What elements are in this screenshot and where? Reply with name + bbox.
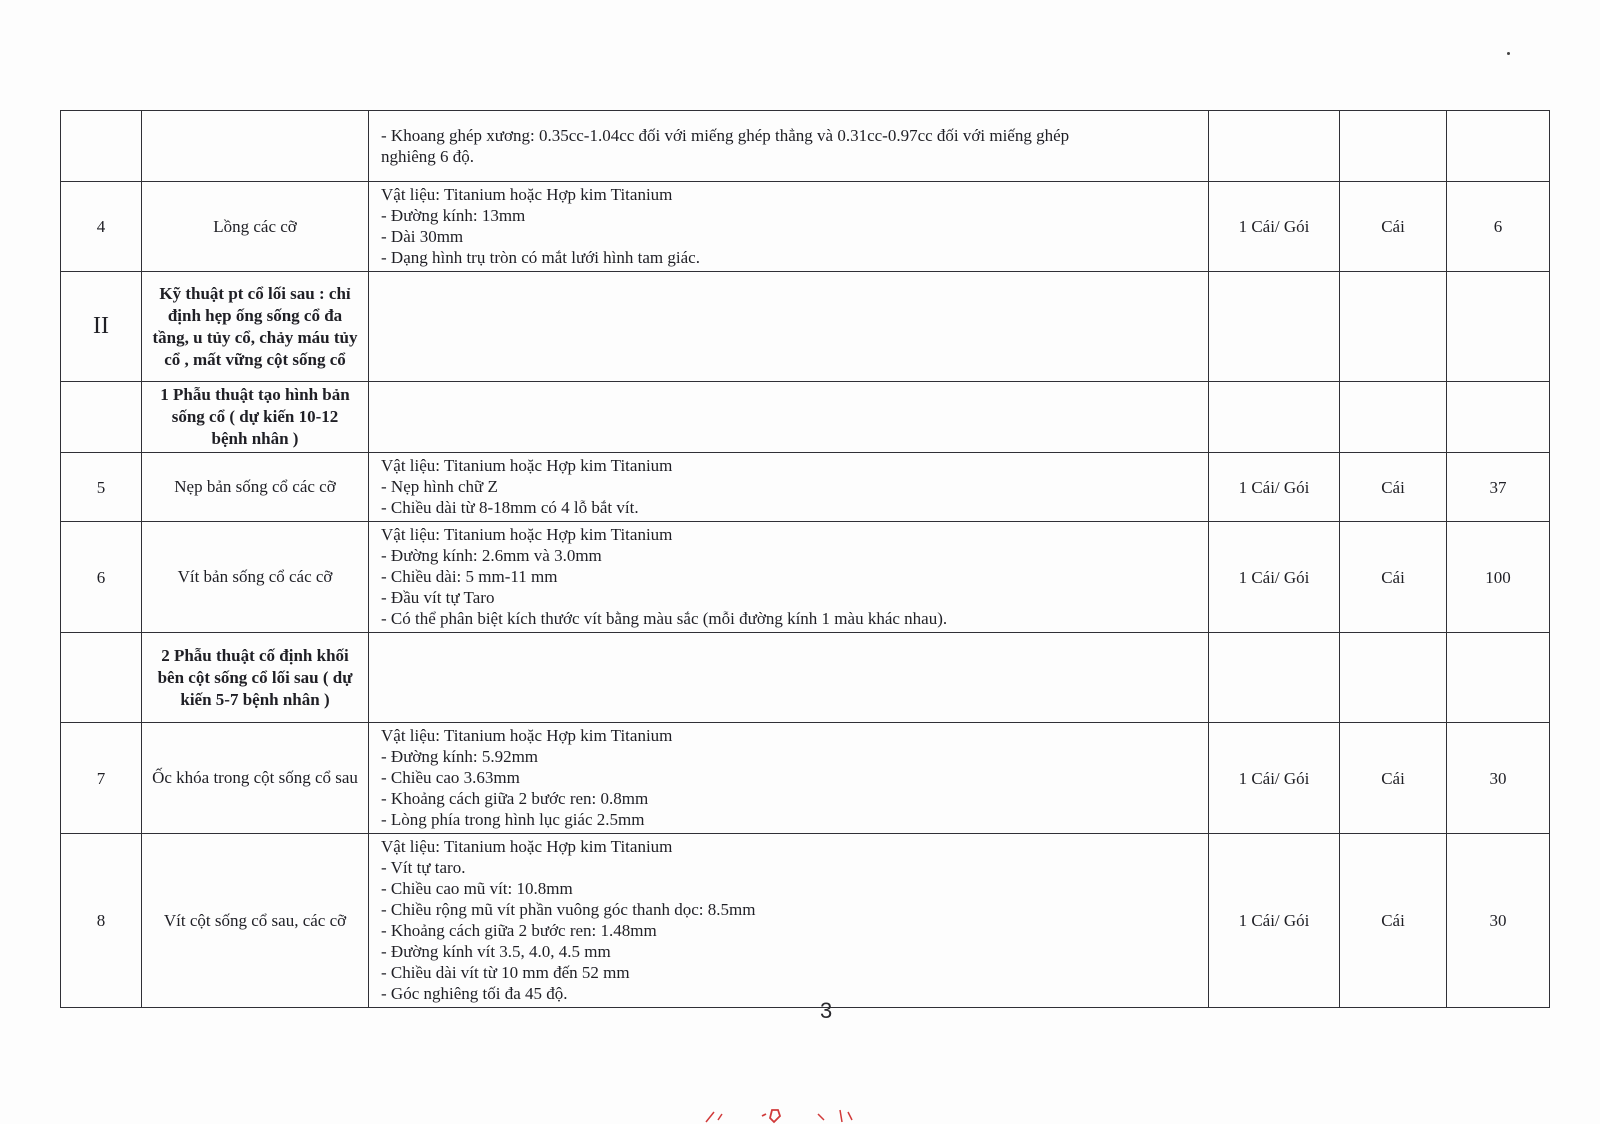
packaging-cell: 1 Cái/ Gói (1209, 182, 1340, 272)
quantity-cell: 100 (1447, 522, 1550, 633)
spec-line: - Chiều cao mũ vít: 10.8mm (381, 879, 573, 898)
spec-line: - Chiều rộng mũ vít phần vuông góc thanh dọc: 8.5mm (381, 900, 756, 919)
table-row (61, 453, 1550, 522)
spec-line: - Góc nghiêng tối đa 45 độ. (381, 984, 568, 1003)
scan-speck (1507, 52, 1510, 55)
row-number: 5 (61, 453, 142, 522)
item-name (142, 453, 369, 522)
unit-cell (1340, 633, 1447, 723)
table-row (61, 182, 1550, 272)
quantity-cell (1447, 382, 1550, 453)
subsection-title-text: 2 Phẫu thuật cố định khối bên cột sống cổ lối sau ( dự kiến 5-7 bệnh nhân ) (157, 645, 353, 709)
quantity-cell: 30 (1447, 834, 1550, 1008)
unit-cell (1340, 382, 1447, 453)
unit-cell: Cái (1340, 182, 1447, 272)
spec-line: - Lòng phía trong hình lục giác 2.5mm (381, 810, 645, 829)
spec-line: - Chiều dài vít từ 10 mm đến 52 mm (381, 963, 630, 982)
unit-cell: Cái (1340, 522, 1447, 633)
packaging-cell (1209, 111, 1340, 182)
spec-line: Vật liệu: Titanium hoặc Hợp kim Titanium (381, 726, 673, 745)
spec-line: Vật liệu: Titanium hoặc Hợp kim Titanium (381, 837, 673, 856)
unit-cell (1340, 272, 1447, 382)
spec-line: - Đường kính vít 3.5, 4.0, 4.5 mm (381, 942, 611, 961)
subsection-title (142, 633, 369, 723)
row-number (61, 633, 142, 723)
packaging-cell: 1 Cái/ Gói (1209, 834, 1340, 1008)
spec-line: - Đường kính: 5.92mm (381, 747, 539, 766)
subsection-title-text: 1 Phẫu thuật tạo hình bản sống cổ ( dự kiến 10-12 bệnh nhân ) (160, 385, 350, 448)
spec-line: - Vít tự taro. (381, 858, 466, 877)
unit-cell: Cái (1340, 723, 1447, 834)
quantity-cell: 37 (1447, 453, 1550, 522)
item-name (142, 182, 369, 272)
item-specification (369, 633, 1209, 723)
spec-line: - Chiều dài từ 8-18mm có 4 lỗ bắt vít. (381, 498, 639, 517)
item-name (142, 111, 369, 182)
item-name (142, 522, 369, 633)
spec-line: nghiêng 6 độ. (381, 146, 475, 166)
item-name-text: Nẹp bản sống cổ các cỡ (174, 477, 336, 496)
row-number (61, 382, 142, 453)
table-row (61, 834, 1550, 1008)
packaging-cell (1209, 272, 1340, 382)
spec-line: - Đường kính: 2.6mm và 3.0mm (381, 546, 602, 565)
subsection-row (61, 382, 1550, 453)
spec-line: - Có thể phân biệt kích thước vít bằng màu sắc (mỗi đường kính 1 màu khác nhau). (381, 609, 948, 628)
spec-line: - Khoang ghép xương: 0.35cc-1.04cc đối với miếng ghép thẳng và 0.31cc-0.97cc đối với miếng ghép (381, 125, 1070, 145)
quantity-cell (1447, 633, 1550, 723)
item-specification (369, 723, 1209, 834)
section-row (61, 272, 1550, 382)
item-name-text: Vít cột sống cổ sau, các cỡ (163, 910, 347, 930)
subsection-row (61, 633, 1550, 723)
item-name-text: Ốc khóa trong cột sống cổ sau (152, 768, 358, 787)
row-number: 4 (61, 182, 142, 272)
spec-line: - Dạng hình trụ tròn có mắt lưới hình tam giác. (381, 248, 700, 267)
row-number: 7 (61, 723, 142, 834)
spec-line: Vật liệu: Titanium hoặc Hợp kim Titanium (381, 456, 673, 475)
unit-cell (1340, 111, 1447, 182)
item-specification (369, 111, 1209, 182)
item-specification (369, 522, 1209, 633)
row-number: 8 (61, 834, 142, 1008)
page-number: 3 (820, 998, 833, 1023)
section-number: II (61, 272, 142, 382)
table-row (61, 522, 1550, 633)
section-title-text: Kỹ thuật pt cổ lối sau : chỉ định hẹp ống sống cổ đa tầng, u tủy cổ, chảy máu tủy cổ , mất vững cột sống cổ (152, 283, 358, 369)
spec-line: - Đường kính: 13mm (381, 206, 526, 225)
item-specification (369, 834, 1209, 1008)
packaging-cell (1209, 382, 1340, 453)
row-number: 6 (61, 522, 142, 633)
spec-line: - Chiều dài: 5 mm-11 mm (381, 567, 558, 586)
item-name-text: Vít bản sống cổ các cỡ (177, 567, 333, 586)
packaging-cell: 1 Cái/ Gói (1209, 453, 1340, 522)
equipment-table (60, 110, 1550, 1008)
packaging-cell (1209, 633, 1340, 723)
unit-cell: Cái (1340, 834, 1447, 1008)
item-specification (369, 182, 1209, 272)
quantity-cell (1447, 111, 1550, 182)
item-specification (369, 382, 1209, 453)
spec-line: - Dài 30mm (381, 227, 464, 246)
quantity-cell (1447, 272, 1550, 382)
red-stamp-fragment (700, 1106, 880, 1124)
spec-line: - Chiều cao 3.63mm (381, 768, 520, 787)
quantity-cell: 6 (1447, 182, 1550, 272)
spec-line: - Khoảng cách giữa 2 bước ren: 1.48mm (381, 921, 657, 940)
item-name (142, 723, 369, 834)
table-row (61, 723, 1550, 834)
item-name-text: Lồng các cỡ (213, 216, 297, 236)
packaging-cell: 1 Cái/ Gói (1209, 723, 1340, 834)
item-specification (369, 272, 1209, 382)
spec-line: Vật liệu: Titanium hoặc Hợp kim Titanium (381, 525, 673, 544)
spec-line: - Đầu vít tự Taro (381, 588, 495, 607)
spec-line: - Khoảng cách giữa 2 bước ren: 0.8mm (381, 789, 649, 808)
quantity-cell: 30 (1447, 723, 1550, 834)
spec-line: - Nẹp hình chữ Z (381, 477, 498, 496)
unit-cell: Cái (1340, 453, 1447, 522)
spec-line: Vật liệu: Titanium hoặc Hợp kim Titanium (381, 185, 673, 204)
section-title (142, 272, 369, 382)
row-number (61, 111, 142, 182)
item-name (142, 834, 369, 1008)
table-row (61, 111, 1550, 182)
item-specification (369, 453, 1209, 522)
packaging-cell: 1 Cái/ Gói (1209, 522, 1340, 633)
subsection-title (142, 382, 369, 453)
